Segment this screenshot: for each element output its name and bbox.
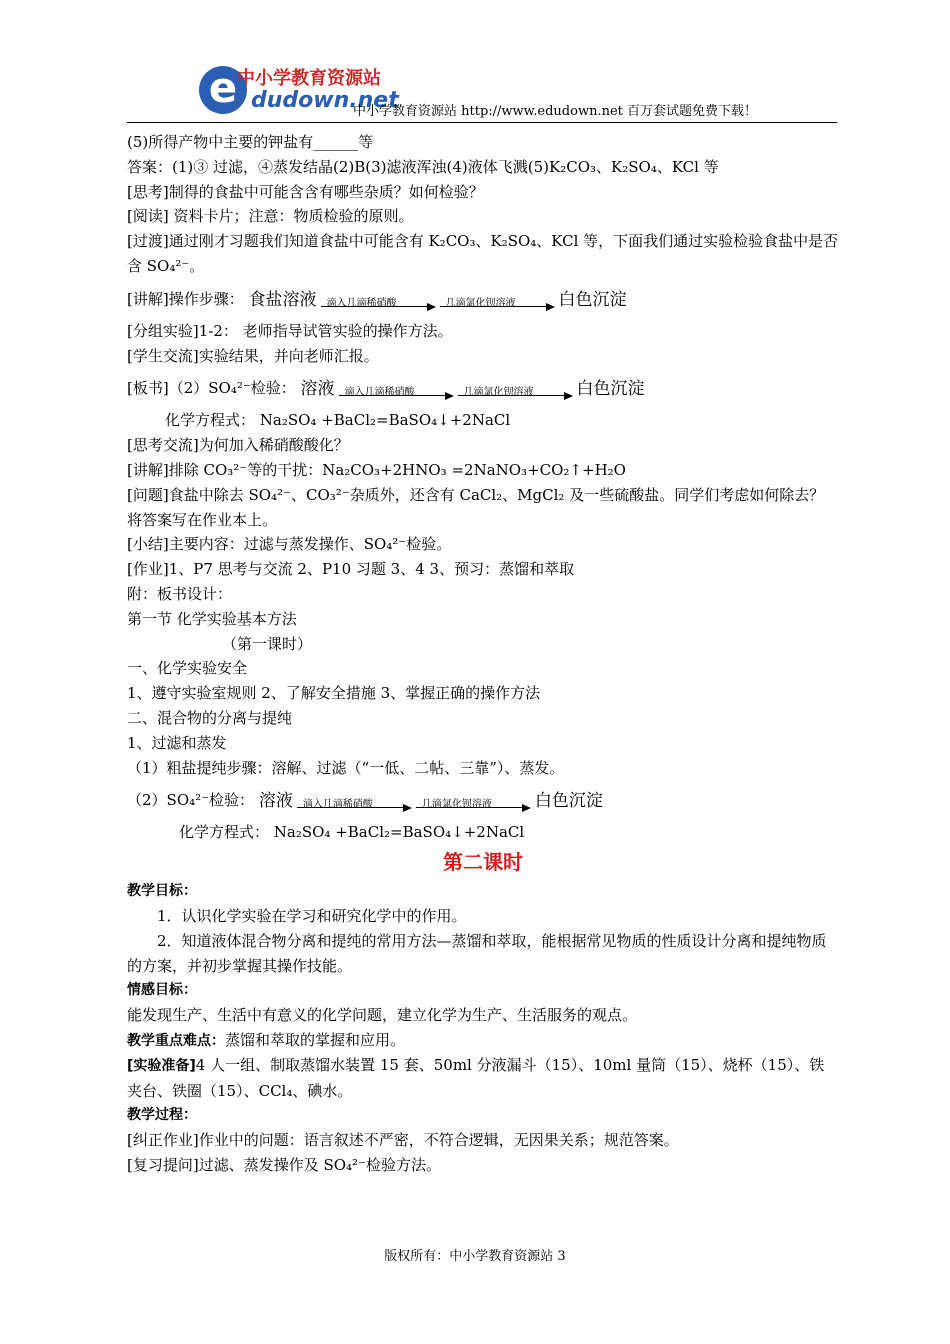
goal-item: 1．认识化学实验在学习和研究化学中的作用。 — [157, 906, 467, 925]
text-line: [学生交流]实验结果，并向老师汇报。 — [127, 346, 379, 365]
flow-end: 白色沉淀 — [534, 791, 603, 812]
text-line: （1）粗盐提纯步骤：溶解、过滤（“一低、二帖、三靠”）、蒸发。 — [127, 758, 565, 777]
text-line: [思考交流]为何加入稀硝酸酸化？ — [127, 436, 349, 455]
lesson-title: 第二课时 — [443, 850, 523, 875]
flow-diagram — [301, 369, 645, 409]
flow-arrow — [339, 379, 454, 399]
logo-en-text: dudown.net — [251, 88, 399, 113]
key-points-line — [127, 1028, 839, 1053]
flow-start: 溶液 — [258, 791, 293, 812]
page-header — [127, 60, 837, 123]
text-line: [阅读] 资料卡片；注意：物质检验的原则。 — [127, 207, 414, 226]
flow-line — [127, 279, 839, 319]
logo-cn-text: 中小学教育资源站 — [237, 68, 381, 89]
text-line: [讲解]排除 CO₃²⁻等的干扰：Na₂CO₃+2HNO₃ =2NaNO₃+CO₂↑+H₂O — [127, 460, 626, 479]
process-heading: 教学过程： — [127, 1107, 197, 1124]
emotion-heading: 情感目标： — [127, 982, 197, 999]
flow-arrow — [321, 290, 436, 310]
lesson-label: （第一课时） — [222, 634, 313, 653]
arrow-label: 滴入几滴稀硝酸 — [326, 297, 397, 309]
text-line: (5)所得产物中主要的钾盐有______等 — [127, 133, 374, 151]
text-line: [分组实验]1-2： 老师指导试管实验的操作方法。 — [127, 321, 453, 340]
flow-line — [127, 368, 839, 408]
flow-label: （2）SO₄²⁻检验： — [127, 791, 255, 810]
flow-label: [板书]（2）SO₄²⁻检验： — [127, 379, 296, 398]
key-points-heading: 教学重点难点： — [127, 1032, 225, 1049]
flow-line — [127, 780, 839, 820]
arrow-label: 几滴氯化钡溶液 — [445, 297, 516, 309]
text-line: [过渡]通过刚才习题我们知道食盐中可能含有 K₂CO₃、K₂SO₄、KCl 等，下面我们通过实验检验食盐中是否含 SO₄²⁻。 — [127, 232, 839, 275]
flow-diagram — [249, 280, 627, 320]
key-points-text: 蒸馏和萃取的掌握和应用。 — [225, 1030, 406, 1049]
prep-text: 4 人一组、制取蒸馏水装置 15 套、50ml 分液漏斗（15）、10ml 量筒（15）、烧杯（15）、铁夹台、铁圈（15）、CCl₄、碘水。 — [127, 1055, 825, 1100]
emotion-text: 能发现生产、生活中有意义的化学问题，建立化学为生产、生活服务的观点。 — [127, 1006, 638, 1025]
flow-start: 食盐溶液 — [248, 289, 317, 310]
text-line: [作业]1、P7 思考与交流 2、P10 习题 3、4 3、预习：蒸馏和萃取 — [127, 560, 575, 579]
text-line: [小结]主要内容：过滤与蒸发操作、SO₄²⁻检验。 — [127, 535, 452, 554]
text-line: [复习提问]过滤、蒸发操作及 SO₄²⁻检验方法。 — [127, 1155, 441, 1174]
text-line: 附：板书设计： — [127, 584, 233, 603]
text-line: 1、遵守实验室规则 2、了解安全措施 3、掌握正确的操作方法 — [127, 684, 541, 703]
text-line: [纠正作业]作业中的问题：语言叙述不严密，不符合逻辑，无因果关系；规范答案。 — [127, 1131, 679, 1150]
flow-end: 白色沉淀 — [576, 379, 645, 400]
prep-line — [127, 1053, 839, 1104]
text-line: 二、混合物的分离与提纯 — [127, 708, 293, 727]
prep-heading: [实验准备] — [127, 1057, 196, 1074]
text-line: [思考]制得的食盐中可能含含有哪些杂质？如何检验？ — [127, 182, 484, 201]
page-footer: 版权所有：中小学教育资源站 3 — [384, 1249, 566, 1264]
arrow-label: 几滴氯化钡溶液 — [421, 799, 492, 811]
flow-end: 白色沉淀 — [558, 289, 627, 310]
text-line: 答案：(1)③ 过滤，④蒸发结晶(2)B(3)滤液浑浊(4)液体飞溅(5)K₂CO₃、K₂SO₄、KCl 等 — [127, 157, 719, 176]
logo-e-icon: e — [199, 66, 247, 114]
text-line: 1、过滤和蒸发 — [127, 733, 227, 752]
goal-item: 2．知道液体混合物分离和提纯的常用方法—蒸馏和萃取，能根据常见物质的性质设计分离和提纯物质的方案，并初步掌握其操作技能。 — [127, 931, 827, 975]
flow-arrow — [297, 791, 412, 811]
arrow-label: 滴入几滴稀硝酸 — [302, 799, 373, 811]
text-line: [问题]食盐中除去 SO₄²⁻、CO₃²⁻杂质外，还含有 CaCl₂、MgCl₂ 及一些硫酸盐。同学们考虑如何除去？将答案写在作业本上。 — [127, 485, 825, 529]
equation-line: 化学方程式： Na₂SO₄ +BaCl₂=BaSO₄↓+2NaCl — [179, 823, 525, 842]
flow-diagram — [259, 781, 603, 821]
flow-arrow — [458, 379, 573, 399]
flow-start: 溶液 — [300, 379, 335, 400]
arrow-label: 几滴氯化钡溶液 — [463, 387, 534, 399]
section-heading: 第一节 化学实验基本方法 — [127, 609, 297, 628]
flow-arrow — [440, 290, 555, 310]
header-site-text: 中小学教育资源站 http://www.edudown.net 百万套试题免费下载！ — [353, 104, 757, 119]
flow-arrow — [416, 791, 531, 811]
arrow-label: 滴入几滴稀硝酸 — [344, 387, 415, 399]
goals-heading: 教学目标： — [127, 883, 197, 900]
equation-line: 化学方程式： Na₂SO₄ +BaCl₂=BaSO₄↓+2NaCl — [165, 411, 511, 430]
text-line: 一、化学实验安全 — [127, 659, 248, 678]
document-body — [127, 130, 839, 1178]
flow-label: [讲解]操作步骤： — [127, 289, 244, 308]
